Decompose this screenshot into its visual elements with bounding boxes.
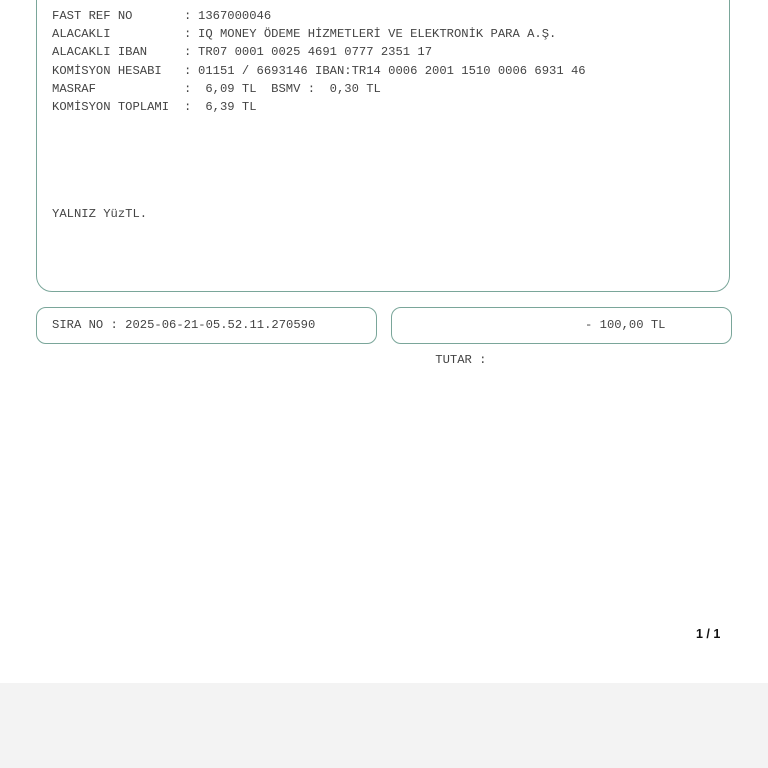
- receipt-details-box: [36, 0, 730, 292]
- detail-value: 01151 / 6693146 IBAN:TR14 0006 2001 1510 0006 6931 46: [198, 63, 586, 78]
- detail-separator: :: [184, 63, 192, 78]
- detail-label: FAST REF NO: [52, 9, 133, 23]
- detail-row-creditor-iban: [52, 43, 586, 61]
- detail-label: ALACAKLI IBAN: [52, 45, 148, 60]
- total-label: TUTAR :: [435, 353, 487, 367]
- detail-label: KOMİSYON HESABI: [52, 63, 162, 78]
- detail-label: KOMİSYON TOPLAMI: [52, 99, 170, 114]
- detail-row-fast-ref: [52, 7, 586, 25]
- detail-value: 1367000046: [198, 9, 272, 23]
- total-amount-box: [391, 307, 732, 367]
- detail-separator: :: [184, 99, 192, 114]
- detail-separator: :: [184, 27, 192, 42]
- sequence-number-box: [36, 307, 377, 344]
- sequence-label: SIRA NO :: [52, 318, 118, 332]
- sequence-value: 2025-06-21-05.52.11.270590: [125, 318, 316, 332]
- receipt-details-list: [52, 7, 586, 116]
- detail-row-fee: [52, 80, 586, 98]
- amount-in-words: YALNIZ YüzTL.: [52, 207, 148, 221]
- detail-separator: :: [184, 81, 192, 96]
- detail-value: TR07 0001 0025 4691 0777 2351 17: [198, 45, 433, 60]
- detail-value: IQ MONEY ÖDEME HİZMETLERİ VE ELEKTRONİK PARA A.Ş.: [198, 27, 557, 42]
- detail-row-creditor: [52, 25, 586, 43]
- detail-label: MASRAF: [52, 81, 96, 96]
- detail-separator: :: [184, 45, 192, 60]
- detail-value: 6,39 TL: [198, 99, 257, 114]
- page-number: 1 / 1: [696, 627, 721, 641]
- detail-row-commission-total: [52, 98, 586, 116]
- detail-row-commission-account: [52, 62, 586, 80]
- detail-label: ALACAKLI: [52, 27, 111, 42]
- detail-separator: :: [184, 9, 192, 23]
- detail-value: 6,09 TL BSMV : 0,30 TL: [198, 81, 381, 96]
- total-value: - 100,00 TL: [585, 318, 666, 332]
